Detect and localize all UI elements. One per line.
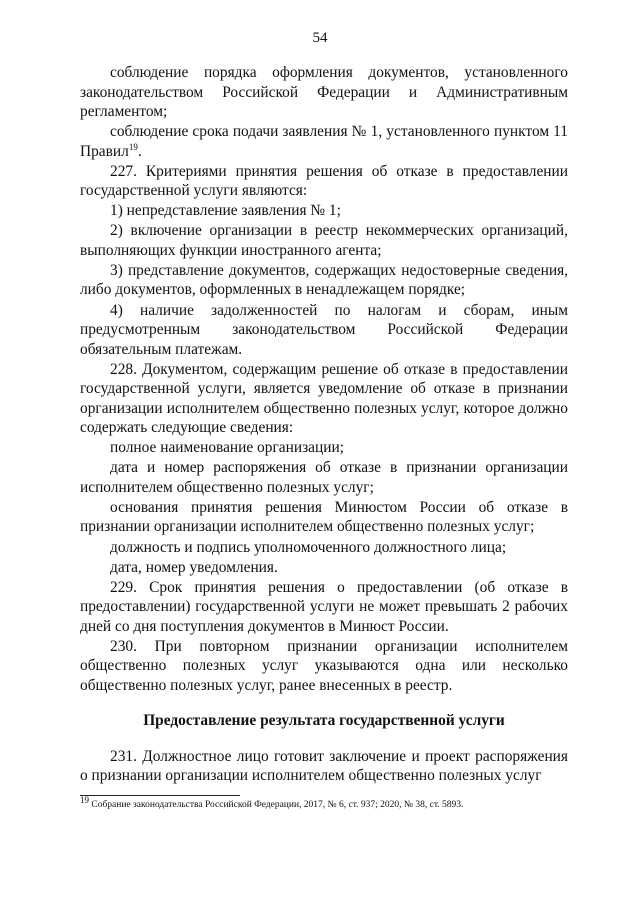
paragraph: 228. Документом, содержащим решение об отказе в предоставлении государственной услуги, является уведомление об отказе в признании организации исполнителем общественно полезных услуг, которое должно содержать следующие сведения: [80, 360, 568, 437]
paragraph: должность и подпись уполномоченного должностного лица; [110, 538, 507, 556]
footnote [80, 794, 568, 811]
footnote-text: Собрание законодательства Российской Федерации, 2017, № 6, ст. 937; 2020, № 38, ст. 5893. [91, 800, 464, 810]
paragraph: дата и номер распоряжения об отказе в признании организации исполнителем общественно полезных услуг; [80, 459, 568, 496]
paragraph: 4) наличие задолженностей по налогам и сборам, иным предусмотренным законодательством Российской Федерации обязательным платежам. [80, 301, 568, 358]
paragraph: полное наименование организации; [110, 439, 344, 457]
section-heading: Предоставление результата государственной услуги [143, 712, 505, 730]
paragraph: 2) включение организации в реестр некоммерческих организаций, выполняющих функции иностранного агента; [80, 222, 568, 259]
paragraph: 227. Критериями принятия решения об отказе в предоставлении государственной услуги являются: [80, 162, 568, 200]
paragraph-with-footnote: соблюдение срока подачи заявления № 1, установленного пунктом 11 Правил$^{19}$. [80, 123, 568, 160]
footnote-number: 19 [80, 794, 89, 805]
paragraph-text: соблюдение срока подачи заявления № 1, установленного пунктом 11 Правил [80, 123, 568, 160]
document-body [80, 63, 568, 786]
footnote-divider [80, 795, 240, 796]
paragraph: 229. Срок принятия решения о предоставлении (об отказе в предоставлении) государственной услуги не может превышать 2 рабочих дней со дня поступления документов в Минюст России. [80, 578, 568, 635]
paragraph: 231. Должностное лицо готовит заключение и проект распоряжения о признании организации исполнителем общественно полезных услуг [80, 747, 568, 785]
footnote-reference[interactable]: 19 [128, 141, 138, 152]
page-number: 54 [312, 30, 328, 46]
paragraph: 1) непредставление заявления № 1; [110, 202, 341, 220]
paragraph: 230. При повторном признании организации исполнителем общественно полезных услуг указываются одна или несколько общественно полезных услуг, ранее внесенных в реестр. [80, 637, 568, 694]
paragraph: 3) представление документов, содержащих недостоверные сведения, либо документов, оформленных в ненадлежащем порядке; [80, 261, 568, 299]
paragraph: соблюдение порядка оформления документов, установленного законодательством Российской Федерации и Административным регламентом; [80, 64, 568, 120]
paragraph: основания принятия решения Минюстом России об отказе в признании организации исполнителем общественно полезных услуг; [80, 498, 568, 536]
paragraph: дата, номер уведомления. [110, 558, 278, 576]
